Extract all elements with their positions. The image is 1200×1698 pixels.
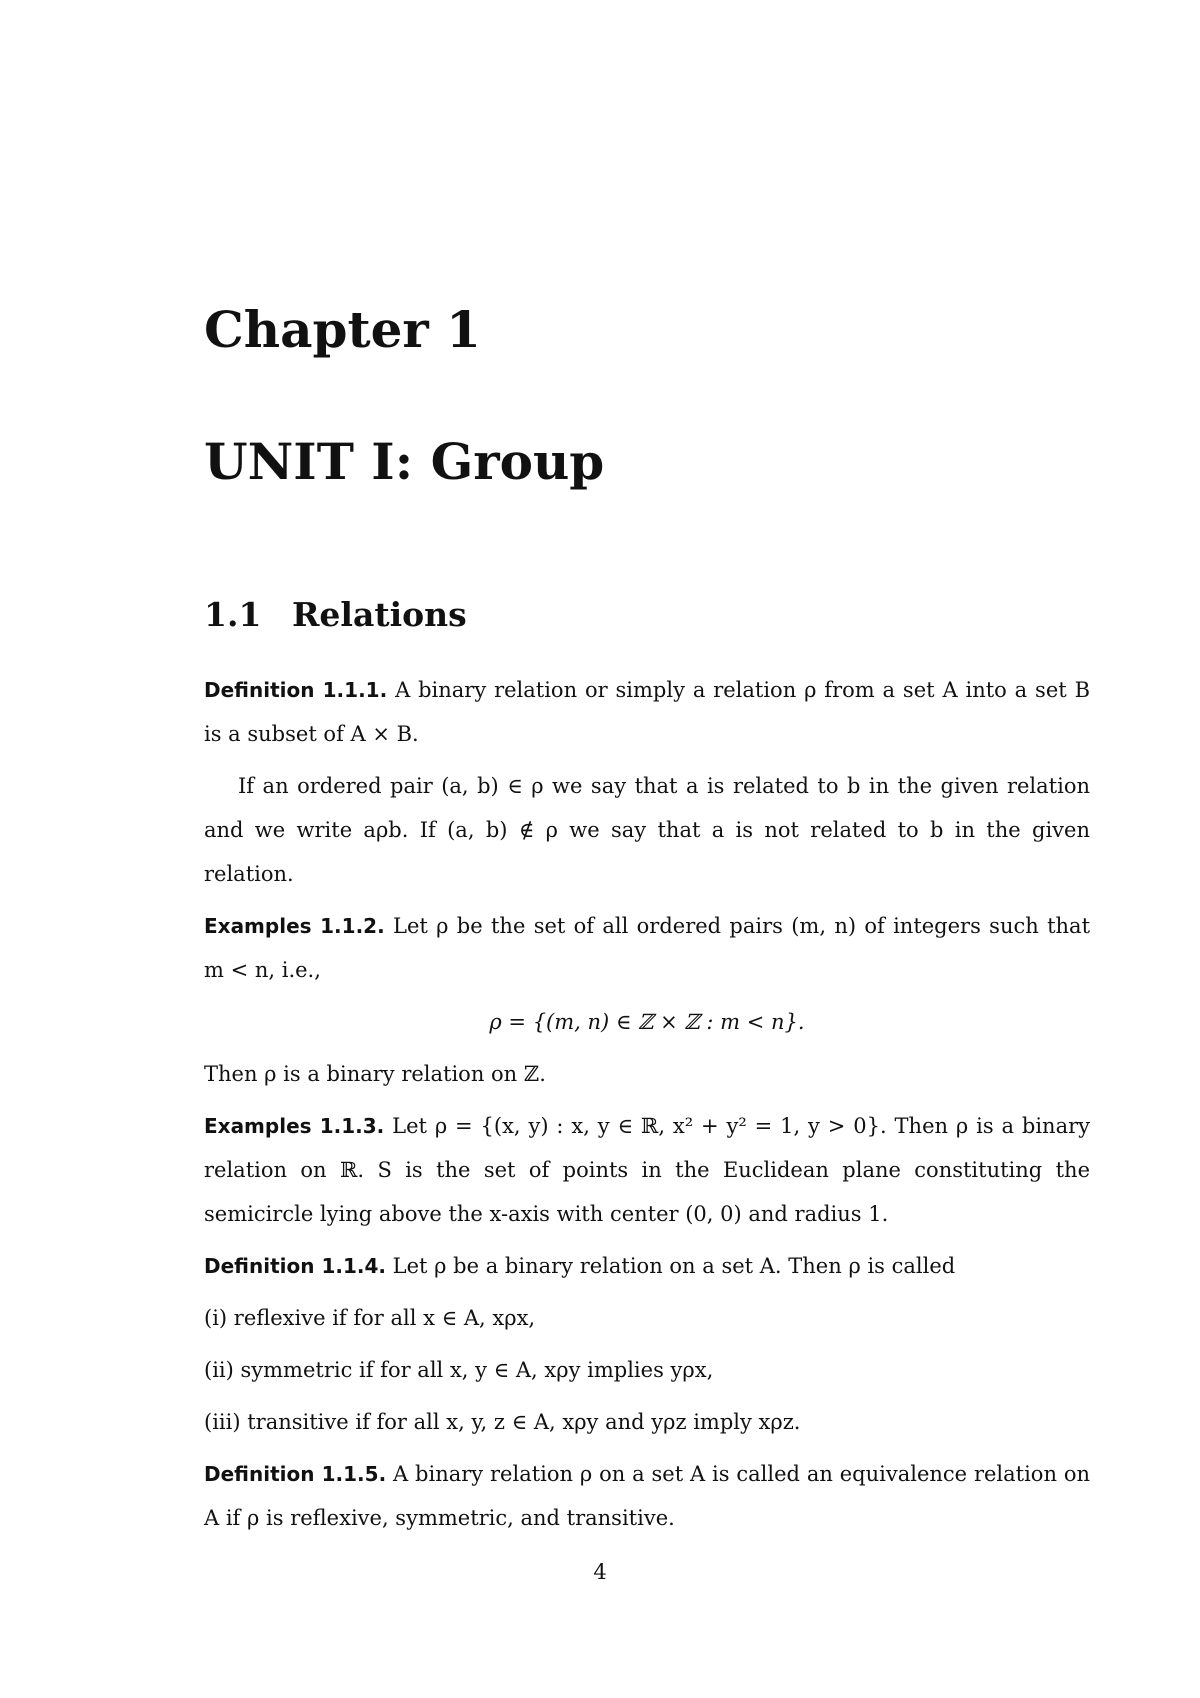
example-text: Let ρ = {(x, y) : x, y ∈ ℝ, x² + y² = 1, y > 0}. Then ρ is a binary relation on ℝ. S is the set of points in the Euclidean plane constituting the semicircle lying above the x-axis with center (0, 0) and radius 1. bbox=[204, 1114, 1090, 1226]
section-title: Relations bbox=[292, 595, 467, 634]
example-1-1-3 bbox=[204, 1104, 1090, 1236]
definition-label: Definition 1.1.5. bbox=[204, 1462, 387, 1486]
example-label: Examples 1.1.2. bbox=[204, 914, 385, 938]
list-item-reflexive: (i) reflexive if for all x ∈ A, xρx, bbox=[204, 1306, 536, 1330]
list-item-symmetric: (ii) symmetric if for all x, y ∈ A, xρy implies yρx, bbox=[204, 1358, 714, 1382]
section-heading bbox=[204, 595, 467, 635]
definition-text: Let ρ be a binary relation on a set A. Then ρ is called bbox=[392, 1254, 956, 1278]
definition-text: A binary relation or simply a relation ρ from a set A into a set B is a subset of A × B. bbox=[204, 678, 1091, 746]
definition-label: Definition 1.1.4. bbox=[204, 1254, 386, 1278]
example-label: Examples 1.1.3. bbox=[204, 1114, 385, 1138]
unit-title: UNIT I: Group bbox=[204, 432, 605, 491]
definition-1-1-1 bbox=[204, 668, 1090, 756]
example-1-1-2 bbox=[204, 904, 1090, 992]
definition-label: Definition 1.1.1. bbox=[204, 678, 388, 702]
definition-text: A binary relation ρ on a set A is called an equivalence relation on A if ρ is reflexive, symmetric, and transitive. bbox=[204, 1462, 1090, 1530]
example-text: Let ρ be the set of all ordered pairs (m, n) of integers such that m < n, i.e., bbox=[204, 914, 1091, 982]
paragraph-related: If an ordered pair (a, b) ∈ ρ we say that a is related to b in the given relation and we write aρb. If (a, b) ∉ ρ we say that a is not related to b in the given relation. bbox=[204, 774, 1090, 886]
section-number: 1.1 bbox=[204, 595, 262, 634]
page-number: 4 bbox=[593, 1560, 607, 1584]
list-item-transitive: (iii) transitive if for all x, y, z ∈ A, xρy and yρz imply xρz. bbox=[204, 1410, 801, 1434]
display-equation: ρ = {(m, n) ∈ ℤ × ℤ : m < n}. bbox=[489, 1010, 805, 1034]
definition-1-1-5 bbox=[204, 1452, 1090, 1540]
example-conclusion: Then ρ is a binary relation on ℤ. bbox=[204, 1062, 546, 1086]
definition-1-1-4 bbox=[204, 1244, 1090, 1288]
body-text bbox=[204, 668, 1090, 1540]
chapter-heading: Chapter 1 bbox=[204, 300, 481, 359]
